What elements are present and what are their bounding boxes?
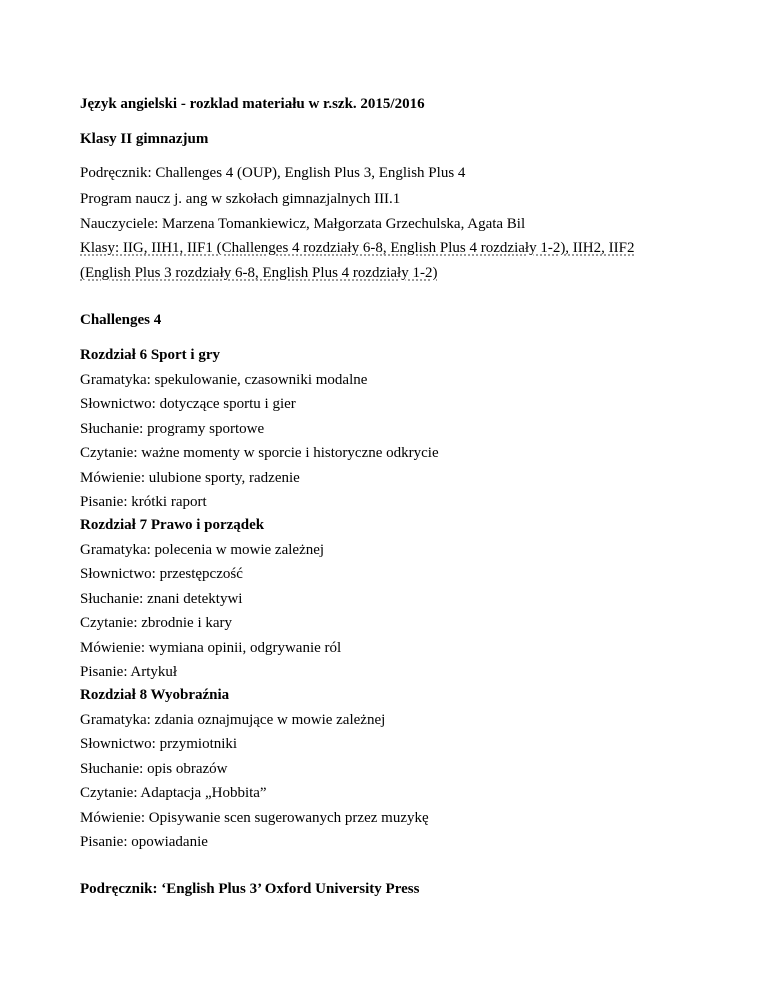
chapter-title: Rozdział 7 Prawo i porządek [80, 517, 265, 533]
chapter-item: Słuchanie: opis obrazów [80, 761, 228, 777]
chapter-title: Rozdział 6 Sport i gry [80, 347, 220, 363]
footer-heading: Podręcznik: ‘English Plus 3’ Oxford University Press [80, 881, 420, 897]
classes-line-1: Klasy: IIG, IIH1, IIF1 (Challenges 4 rozdziały 6-8, English Plus 4 rozdziały 1-2), IIH2, IIF2 [80, 240, 635, 256]
teachers-line: Nauczyciele: Marzena Tomankiewicz, Małgorzata Grzechulska, Agata Bil [80, 216, 526, 232]
class-heading: Klasy II gimnazjum [80, 131, 209, 147]
chapter-item: Gramatyka: polecenia w mowie zależnej [80, 542, 325, 558]
chapter-item: Słownictwo: przymiotniki [80, 736, 238, 752]
document-title: Język angielski - rozklad materiału w r.szk. 2015/2016 [80, 96, 425, 112]
chapter-item: Pisanie: opowiadanie [80, 834, 208, 850]
chapter-item: Czytanie: ważne momenty w sporcie i historyczne odkrycie [80, 445, 439, 461]
classes-line-2: (English Plus 3 rozdziały 6-8, English Plus 4 rozdziały 1-2) [80, 265, 438, 281]
chapter-item: Mówienie: wymiana opinii, odgrywanie ról [80, 640, 342, 656]
chapter-item: Gramatyka: spekulowanie, czasowniki modalne [80, 372, 368, 388]
chapter-item: Czytanie: Adaptacja „Hobbita” [80, 785, 267, 801]
textbooks-line: Podręcznik: Challenges 4 (OUP), English Plus 3, English Plus 4 [80, 165, 466, 181]
chapter-item: Słownictwo: dotyczące sportu i gier [80, 396, 296, 412]
chapter-item: Mówienie: Opisywanie scen sugerowanych przez muzykę [80, 810, 429, 826]
section-title: Challenges 4 [80, 312, 162, 328]
chapter-title: Rozdział 8 Wyobraźnia [80, 687, 230, 703]
chapter-item: Mówienie: ulubione sporty, radzenie [80, 470, 300, 486]
chapter-item: Słownictwo: przestępczość [80, 566, 243, 582]
chapter-item: Czytanie: zbrodnie i kary [80, 615, 233, 631]
chapter-item: Słuchanie: programy sportowe [80, 421, 265, 437]
chapter-item: Słuchanie: znani detektywi [80, 591, 243, 607]
chapter-item: Gramatyka: zdania oznajmujące w mowie zależnej [80, 712, 386, 728]
chapter-item: Pisanie: krótki raport [80, 494, 207, 510]
program-line: Program naucz j. ang w szkołach gimnazjalnych III.1 [80, 191, 401, 207]
chapter-item: Pisanie: Artykuł [80, 664, 178, 680]
